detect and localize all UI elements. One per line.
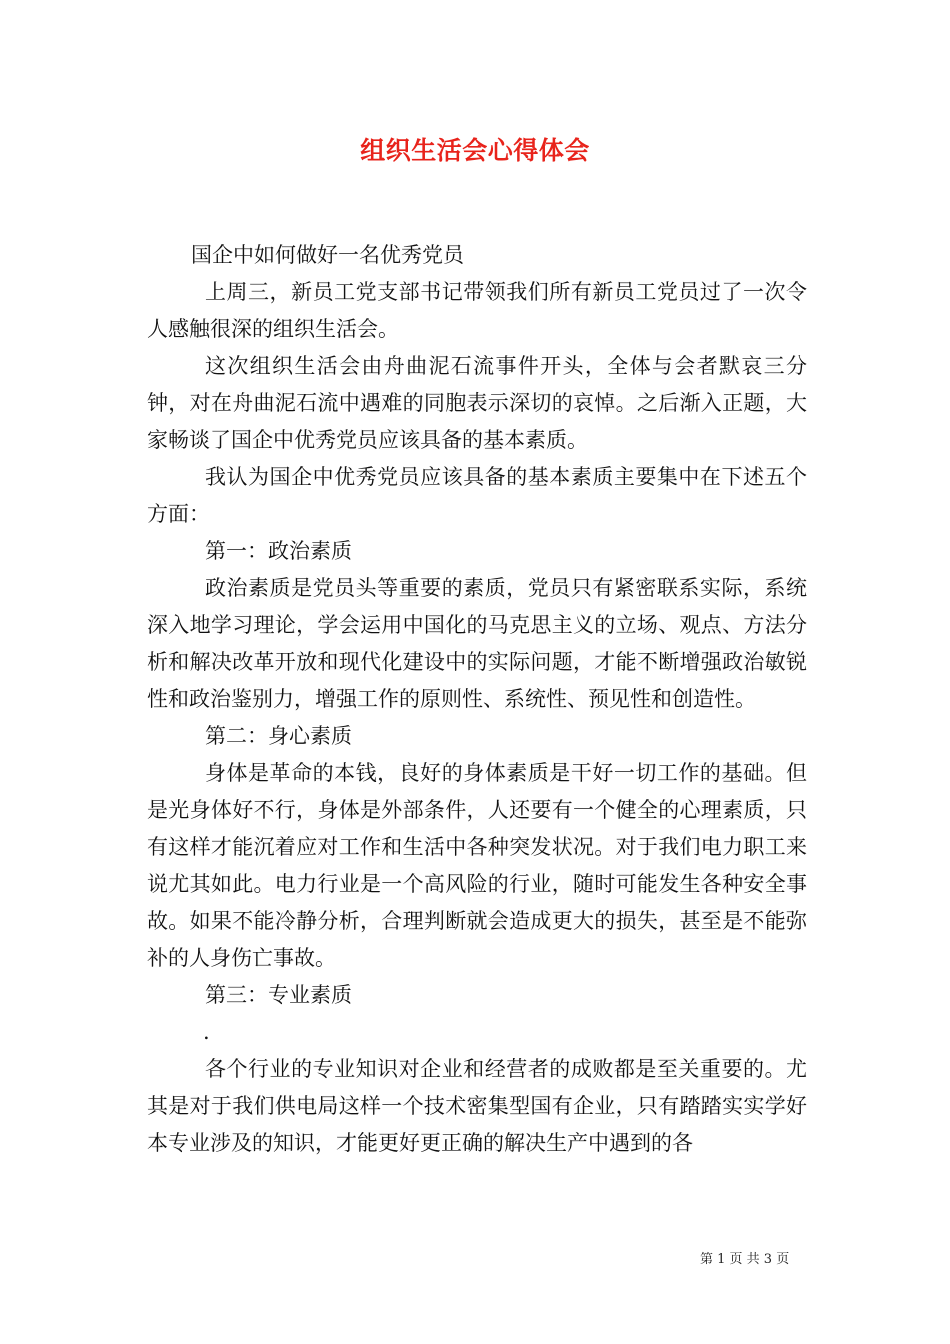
- subtitle: 国企中如何做好一名优秀党员: [191, 243, 464, 267]
- document-title: 组织生活会心得体会: [360, 136, 590, 165]
- section-heading-physical-mental: 第二：身心素质: [205, 724, 352, 748]
- stray-dot: .: [203, 1020, 210, 1044]
- paragraph-political: 政治素质是党员头等重要的素质，党员只有紧密联系实际，系统深入地学习理论，学会运用中国化的马克思主义的立场、观点、方法分析和解决改革开放和现代化建设中的实际问题，才能不断增强政治敏锐性和政治鉴别力，增强工作的原则性、系统性、预见性和创造性。: [147, 576, 807, 711]
- paragraph-1: 上周三，新员工党支部书记带领我们所有新员工党员过了一次令人感触很深的组织生活会。: [147, 280, 807, 341]
- paragraph-professional: 各个行业的专业知识对企业和经营者的成败都是至关重要的。尤其是对于我们供电局这样一个技术密集型国有企业，只有踏踏实实学好本专业涉及的知识，才能更好更正确的解决生产中遇到的各: [147, 1057, 807, 1155]
- paragraph-physical-mental: 身体是革命的本钱，良好的身体素质是干好一切工作的基础。但是光身体好不行，身体是外部条件，人还要有一个健全的心理素质，只有这样才能沉着应对工作和生活中各种突发状况。对于我们电力职工来说尤其如此。电力行业是一个高风险的行业，随时可能发生各种安全事故。如果不能冷静分析，合理判断就会造成更大的损失，甚至是不能弥补的人身伤亡事故。: [147, 761, 807, 970]
- paragraph-2: 这次组织生活会由舟曲泥石流事件开头，全体与会者默哀三分钟，对在舟曲泥石流中遇难的同胞表示深切的哀悼。之后渐入正题，大家畅谈了国企中优秀党员应该具备的基本素质。: [147, 354, 807, 452]
- paragraph-3: 我认为国企中优秀党员应该具备的基本素质主要集中在下述五个方面：: [147, 465, 807, 526]
- section-heading-professional: 第三：专业素质: [205, 983, 352, 1007]
- page-number-footer: 第 1 页 共 3 页: [700, 1252, 790, 1267]
- section-heading-political: 第一：政治素质: [205, 539, 352, 563]
- document-body: [147, 237, 807, 1162]
